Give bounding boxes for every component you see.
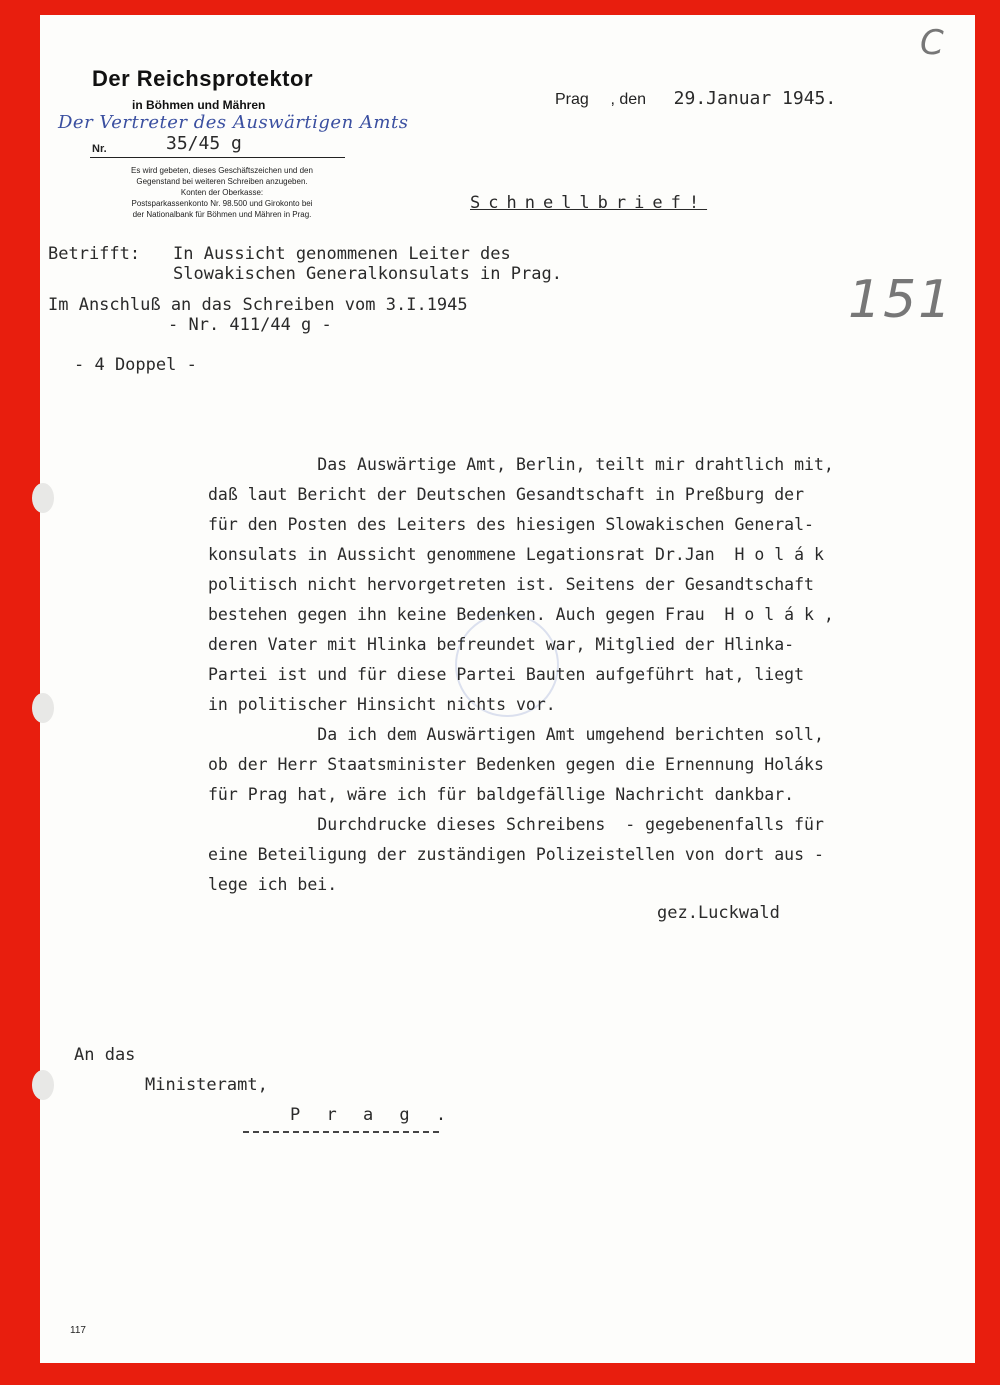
copies-note: - 4 Doppel - xyxy=(74,355,197,375)
body-line-11: ob der Herr Staatsminister Bedenken gegen die Ernennung Holáks xyxy=(208,755,824,774)
body-line-10: Da ich dem Auswärtigen Amt umgehend berichten soll, xyxy=(208,725,824,744)
address-line-3: P r a g . xyxy=(290,1105,455,1125)
notice-line-3: Konten der Oberkasse: xyxy=(180,188,264,197)
notice-line-4: Postsparkassenkonto Nr. 98.500 und Girokonto bei xyxy=(131,199,313,208)
place: Prag xyxy=(555,91,589,108)
body-line-7: deren Vater mit Hlinka befreundet war, Mitglied der Hlinka- xyxy=(208,635,795,654)
nr-value: 35/45 g xyxy=(166,133,242,154)
den-label: , den xyxy=(610,91,647,108)
body-line-8: Partei ist und für diese Partei Bauten aufgeführt hat, liegt xyxy=(208,665,805,684)
address-line-2: Ministeramt, xyxy=(145,1075,268,1095)
letterhead-notice xyxy=(87,165,357,220)
corner-mark: C xyxy=(920,23,944,63)
body-line-4: konsulats in Aussicht genommene Legationsrat Dr.Jan H o l á k xyxy=(208,545,824,564)
office-stamp: Der Vertreter des Auswärtigen Amts xyxy=(58,112,409,133)
place-date xyxy=(555,88,836,109)
body-line-14: eine Beteiligung der zuständigen Polizeistellen von dort aus - xyxy=(208,845,824,864)
address-line-1: An das xyxy=(74,1045,136,1065)
body-line-5: politisch nicht hervorgetreten ist. Seitens der Gesandtschaft xyxy=(208,575,814,594)
pencil-archive-number: 151 xyxy=(848,270,954,330)
body-line-6: bestehen gegen ihn keine Bedenken. Auch gegen Frau H o l á k , xyxy=(208,605,834,624)
page-number: 117 xyxy=(70,1325,86,1336)
notice-line-1: Es wird gebeten, dieses Geschäftszeichen und den xyxy=(131,166,313,175)
body-line-9: in politischer Hinsicht nichts vor. xyxy=(208,695,556,714)
letterhead-subtitle: in Böhmen und Mähren xyxy=(132,98,266,112)
subject-line-2: Slowakischen Generalkonsulats in Prag. xyxy=(173,264,562,284)
body-line-13: Durchdrucke dieses Schreibens - gegebenenfalls für xyxy=(208,815,824,834)
notice-line-2: Gegenstand bei weiteren Schreiben anzugeben. xyxy=(136,177,308,186)
subject-line-1: In Aussicht genommenen Leiter des xyxy=(173,244,511,264)
subject-label: Betrifft: xyxy=(48,244,141,264)
reference-number-line xyxy=(90,133,345,158)
punch-hole-1 xyxy=(32,483,54,513)
notice-line-5: der Nationalbank für Böhmen und Mähren in Prag. xyxy=(132,210,312,219)
punch-hole-2 xyxy=(32,693,54,723)
letter-page xyxy=(40,15,975,1363)
punch-hole-3 xyxy=(32,1070,54,1100)
body-line-2: daß laut Bericht der Deutschen Gesandtschaft in Preßburg der xyxy=(208,485,805,504)
reference-line-2: - Nr. 411/44 g - xyxy=(168,315,332,335)
date: 29.Januar 1945. xyxy=(673,88,837,109)
body-line-12: für Prag hat, wäre ich für baldgefällige Nachricht dankbar. xyxy=(208,785,795,804)
reference-line-1: Im Anschluß an das Schreiben vom 3.I.1945 xyxy=(48,295,468,315)
body-line-15: lege ich bei. xyxy=(208,875,338,894)
body-line-3: für den Posten des Leiters des hiesigen Slowakischen General- xyxy=(208,515,814,534)
signature: gez.Luckwald xyxy=(657,903,780,923)
letterhead-title: Der Reichsprotektor xyxy=(92,66,314,91)
nr-label: Nr. xyxy=(92,143,107,155)
address-underline xyxy=(243,1131,439,1133)
body-line-1: Das Auswärtige Amt, Berlin, teilt mir drahtlich mit, xyxy=(208,455,834,474)
urgent-label: Schnellbrief! xyxy=(470,193,708,213)
